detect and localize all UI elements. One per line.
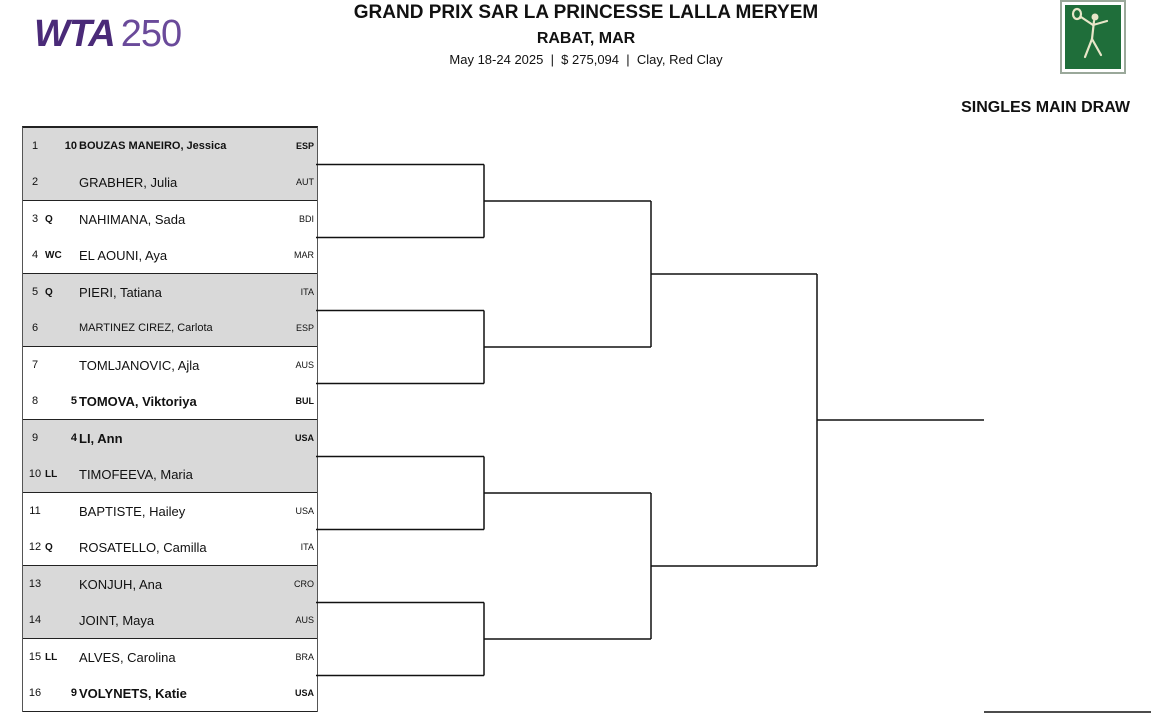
draw-position: 16 [28,687,42,700]
draw-position: 10 [28,468,42,481]
player-name: MARTINEZ CIREZ, Carlota [79,322,213,335]
player-nationality: USA [295,506,314,517]
player-nationality: AUT [296,177,314,188]
draw-position: 8 [31,395,39,408]
player-nationality: AUS [295,615,314,626]
player-nationality: ESP [295,141,314,152]
draw-position: 13 [28,578,42,591]
draw-position: 3 [31,213,39,226]
player-name: VOLYNETS, Katie [79,685,187,701]
draw-position: 14 [28,614,42,627]
draw-position: 11 [29,505,41,518]
entry-status: LL [45,468,58,480]
draw-position: 6 [31,322,39,335]
draw-position: 2 [31,176,39,189]
seed-number: 5 [70,395,77,408]
player-name: LI, Ann [79,430,123,446]
player-name: ROSATELLO, Camilla [79,539,207,555]
draw-position: 4 [31,249,39,262]
draw-position: 9 [31,432,39,445]
entry-status: Q [45,541,53,553]
player-name: TOMLJANOVIC, Ajla [79,357,200,373]
player-name: GRABHER, Julia [79,174,178,190]
player-nationality: ITA [300,287,314,298]
player-name: BAPTISTE, Hailey [79,503,186,519]
logo-tier: 250 [120,13,182,55]
player-nationality: BUL [295,396,314,407]
player-name: JOINT, Maya [79,612,155,628]
player-nationality: USA [294,433,314,444]
player-nationality: USA [294,688,314,699]
player-name: BOUZAS MANEIRO, Jessica [79,140,227,153]
seed-number: 4 [70,432,77,445]
player-nationality: BRA [295,652,314,663]
tournament-info: May 18-24 2025 | $ 275,094 | Clay, Red Clay [449,52,723,67]
player-nationality: ESP [295,323,314,334]
seed-number: 10 [64,140,77,153]
player-name: EL AOUNI, Aya [79,247,168,263]
player-name: TIMOFEEVA, Maria [79,466,193,482]
entry-status: Q [45,213,53,225]
player-nationality: MAR [294,250,314,261]
entry-status: Q [45,286,53,298]
draw-position: 5 [31,286,39,299]
player-name: ALVES, Carolina [79,649,176,665]
logo-brand: WTA [34,13,115,55]
tournament-title: GRAND PRIX SAR LA PRINCESSE LALLA MERYEM [353,2,819,23]
draw-position: 7 [31,359,39,372]
draw-position: 15 [28,651,42,664]
tournament-location: RABAT, MAR [536,30,636,47]
seed-number: 9 [70,687,77,700]
player-nationality: ITA [300,542,314,553]
player-name: NAHIMANA, Sada [79,211,186,227]
entry-status: LL [45,651,58,663]
player-nationality: AUS [295,360,314,371]
entry-status: WC [45,249,62,261]
player-name: PIERI, Tatiana [79,284,162,300]
draw-position: 1 [31,140,39,153]
player-nationality: CRO [294,579,314,590]
player-name: TOMOVA, Viktoriya [79,393,197,409]
player-name: KONJUH, Ana [79,576,163,592]
player-nationality: BDI [298,214,314,225]
draw-title: SINGLES MAIN DRAW [961,99,1130,116]
draw-position: 12 [28,541,42,554]
